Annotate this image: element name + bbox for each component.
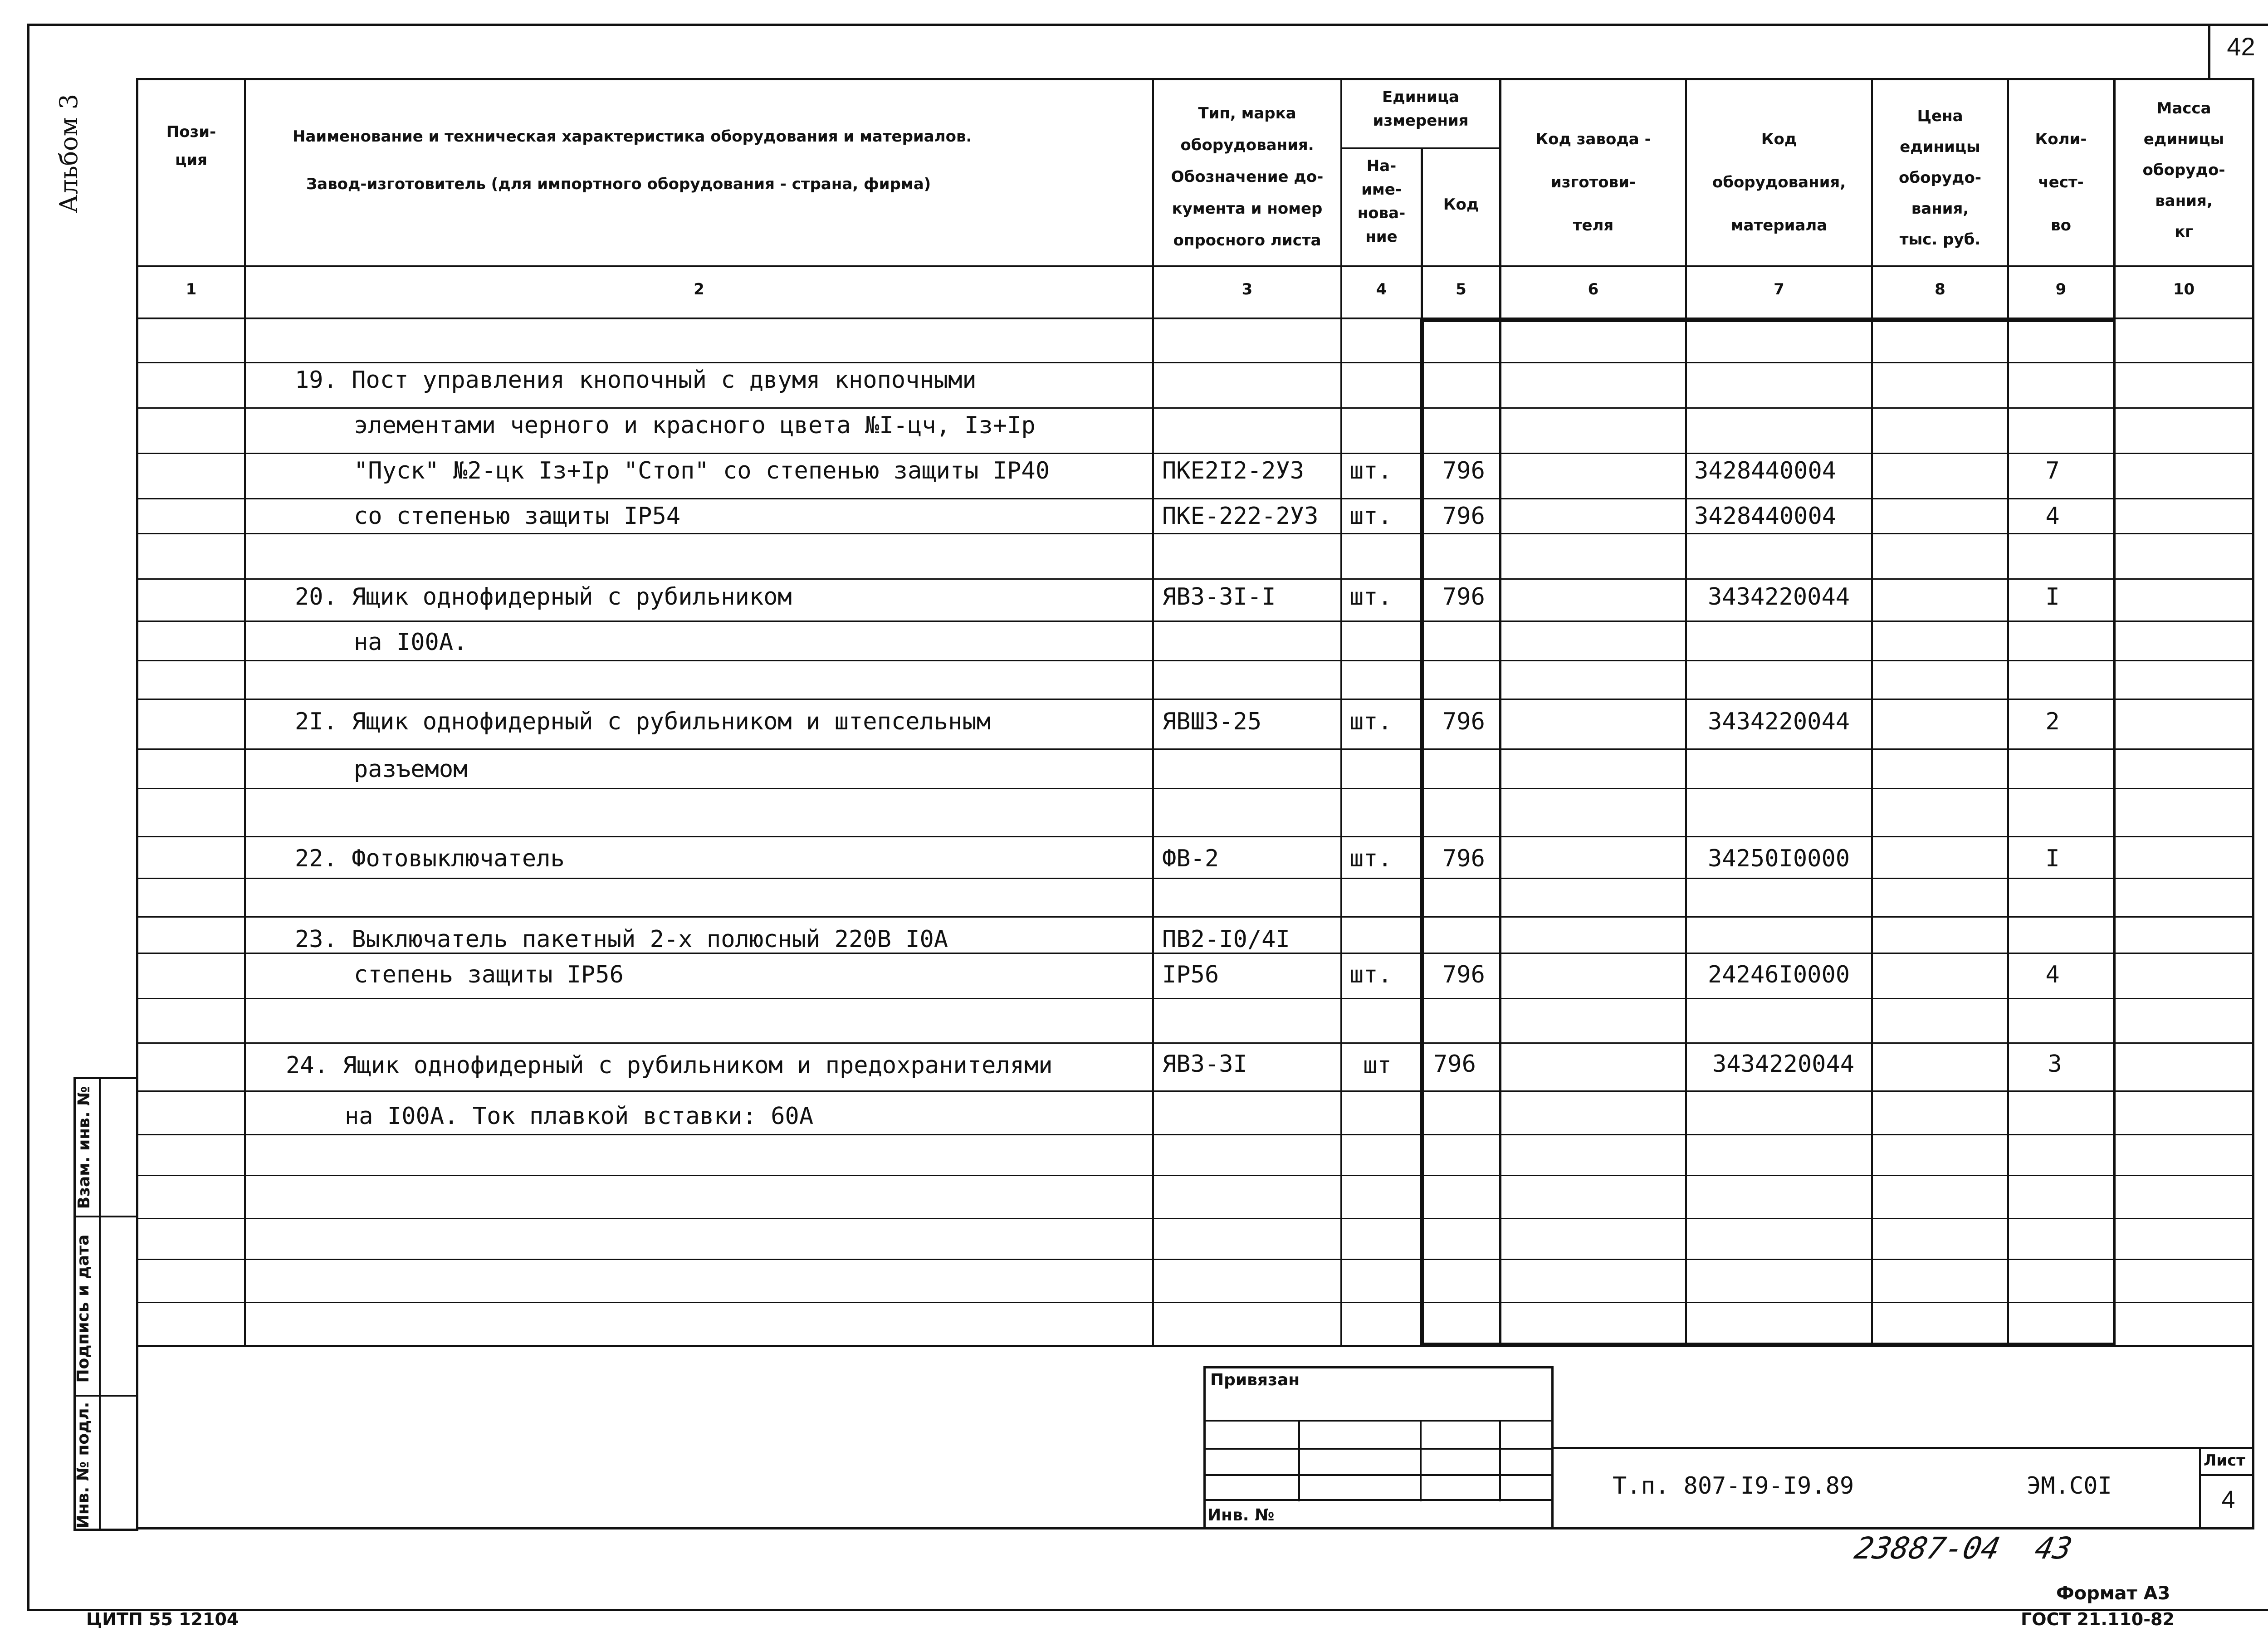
colnum-3: 3 <box>1242 280 1253 298</box>
row-23-name-2: степень защиты IP56 <box>354 961 624 988</box>
row-line <box>136 748 2254 750</box>
row-24-name-1: 24. Ящик однофидерный с рубильником и предохранителями <box>286 1052 1053 1079</box>
inv-no-label: Инв. № <box>1207 1506 1275 1525</box>
bold-box-left <box>1420 319 1424 1347</box>
title-block-bottom <box>136 1527 2254 1529</box>
header-quantity: Коли- чест- во <box>2035 130 2087 235</box>
colnum-2: 2 <box>694 280 704 298</box>
row-20-name-2: на I00А. <box>354 629 468 656</box>
privyazan-h1 <box>1203 1420 1554 1422</box>
header-name-line1: Наименование и техническая характеристика оборудования и материалов. <box>293 127 972 146</box>
row-19-name-2: элементами черного и красного цвета №I-цч, Iз+Iр <box>354 412 1036 439</box>
row-19-name-4: со степенью защиты IP54 <box>354 503 681 530</box>
row-line <box>136 660 2254 661</box>
colnum-10: 10 <box>2173 280 2195 298</box>
row-19-qty-1: 7 <box>2045 457 2060 484</box>
row-19-unit-2: шт. <box>1349 503 1392 530</box>
row-19-name-3: "Пуск" №2-цк Iз+Iр "Стоп" со степенью защиты IP40 <box>354 457 1050 484</box>
sheet-box-divider <box>2199 1474 2254 1476</box>
header-price: Цена единицы оборудо- вания, тыс. руб. <box>1899 107 1981 249</box>
header-mass: Масса единицы оборудо- вания, кг <box>2142 99 2225 241</box>
unit-subheader-line <box>1340 147 1501 149</box>
row-line <box>136 1218 2254 1219</box>
row-24-matcode: 3434220044 <box>1712 1051 1855 1078</box>
privyazan-h2 <box>1203 1448 1554 1450</box>
row-19-name-1: 19. Пост управления кнопочный с двумя кнопочными <box>295 366 977 394</box>
row-line <box>136 1302 2254 1303</box>
colnum-7: 7 <box>1774 280 1784 298</box>
row-line <box>136 1134 2254 1135</box>
sheet-number: 4 <box>2221 1486 2235 1513</box>
colnum-1: 1 <box>186 280 197 298</box>
doc-block-top <box>1554 1447 2254 1449</box>
privyazan-top <box>1203 1366 1554 1368</box>
header-material-code: Код оборудования, материала <box>1712 130 1846 235</box>
privyazan-label: Привязан <box>1210 1371 1300 1389</box>
header-plant-code: Код завода - изготови- теля <box>1535 130 1651 235</box>
row-line <box>136 533 2254 534</box>
row-23-unit: шт. <box>1349 961 1392 988</box>
header-type: Тип, марка оборудования. Обозначение до- кумента и номер опросного листа <box>1171 104 1324 249</box>
row-line <box>136 998 2254 999</box>
row-20-type: ЯВЗ-3I-I <box>1162 583 1276 611</box>
row-23-name-1: 23. Выключатель пакетный 2-х полюсный 220В I0А <box>295 926 948 953</box>
header-unit-name: На- име- нова- ние <box>1357 157 1406 246</box>
row-19-code-2: 796 <box>1442 503 1485 530</box>
row-24-type: ЯВЗ-3I <box>1162 1051 1247 1078</box>
table-top <box>136 78 2254 80</box>
header-position: Пози- ция <box>166 123 216 169</box>
row-22-code: 796 <box>1442 845 1485 872</box>
col-sep-3 <box>1340 78 1342 1347</box>
doc-number: Т.п. 807-I9-I9.89 <box>1613 1472 1854 1500</box>
row-line <box>136 878 2254 879</box>
row-24-code: 796 <box>1433 1051 1476 1078</box>
row-24-name-2: на I00А. Ток плавкой вставки: 60А <box>345 1103 814 1130</box>
corner-box-left <box>2208 26 2210 78</box>
col-sep-8 <box>2007 78 2009 1347</box>
row-19-type-1: ПКЕ2I2-2У3 <box>1162 457 1305 484</box>
side-stamp-mid <box>99 1077 101 1531</box>
row-24-unit: шт <box>1363 1052 1392 1079</box>
privyazan-h4 <box>1203 1499 1554 1501</box>
row-line <box>136 1042 2254 1044</box>
side-stamp-vzam: Взам. инв. № <box>75 1086 93 1209</box>
row-22-name: 22. Фотовыключатель <box>295 845 565 872</box>
outer-frame-left <box>27 24 29 1611</box>
outer-frame-bottom <box>27 1609 2268 1611</box>
row-line <box>136 1175 2254 1176</box>
row-19-code-1: 796 <box>1442 457 1485 484</box>
row-21-matcode: 3434220044 <box>1708 708 1850 735</box>
side-stamp-inv: Инв. № подл. <box>74 1402 93 1529</box>
colnum-5: 5 <box>1456 280 1466 298</box>
colnum-9: 9 <box>2055 280 2067 298</box>
row-22-unit: шт. <box>1349 845 1392 872</box>
row-19-matcode-1: 3428440004 <box>1694 457 1837 484</box>
sheet-label: Лист <box>2204 1451 2245 1470</box>
row-line <box>136 578 2254 580</box>
side-stamp-top <box>73 1077 138 1079</box>
col-sep-7 <box>1871 78 1873 1347</box>
privyazan-v3 <box>1499 1420 1501 1501</box>
row-line <box>136 788 2254 789</box>
row-21-qty: 2 <box>2045 708 2060 735</box>
col-sep-2 <box>1152 78 1154 1347</box>
row-line <box>136 1259 2254 1260</box>
col-sep-6 <box>1685 78 1687 1347</box>
col-sep-1 <box>244 78 246 1347</box>
bold-box-top <box>1421 319 2116 322</box>
privyazan-v2 <box>1420 1420 1422 1501</box>
col-sep-5 <box>1499 78 1501 1347</box>
handwritten-number: 23887-04 43 <box>1851 1531 2076 1566</box>
doc-code: ЭМ.С0I <box>2027 1472 2112 1500</box>
col-sep-9 <box>2113 78 2116 1347</box>
row-22-matcode: 34250I0000 <box>1708 845 1850 872</box>
row-23-code: 796 <box>1442 961 1485 988</box>
header-unit: Единица измерения <box>1373 88 1469 130</box>
row-19-type-2: ПКЕ-222-2У3 <box>1162 503 1319 530</box>
row-line <box>136 836 2254 837</box>
bold-box-bottom <box>1421 1343 2116 1347</box>
row-19-matcode-2: 3428440004 <box>1694 503 1837 530</box>
row-23-type-2: IP56 <box>1162 961 1219 988</box>
row-20-qty: I <box>2045 583 2060 611</box>
row-21-unit: шт. <box>1349 708 1392 735</box>
privyazan-v1 <box>1298 1420 1300 1501</box>
album-label: Альбом 3 <box>54 93 83 213</box>
gost-label: ГОСТ 21.110-82 <box>2021 1609 2175 1629</box>
row-line <box>136 453 2254 454</box>
row-23-type-1: ПВ2-I0/4I <box>1162 926 1290 953</box>
row-24-qty: 3 <box>2048 1051 2062 1078</box>
row-19-qty-2: 4 <box>2045 503 2060 530</box>
row-20-code: 796 <box>1442 583 1485 611</box>
table-right <box>2252 78 2254 1529</box>
row-20-matcode: 3434220044 <box>1708 583 1850 611</box>
colnum-8: 8 <box>1935 280 1945 298</box>
row-21-type: ЯВШЗ-25 <box>1162 708 1262 735</box>
row-21-code: 796 <box>1442 708 1485 735</box>
row-23-matcode: 24246I0000 <box>1708 961 1850 988</box>
row-line <box>136 1090 2254 1092</box>
row-20-name-1: 20. Ящик однофидерный с рубильником <box>295 583 792 611</box>
row-line <box>136 362 2254 363</box>
row-22-qty: I <box>2045 845 2060 872</box>
row-line <box>136 699 2254 700</box>
row-22-type: ФВ-2 <box>1162 845 1219 872</box>
sheet-box-left <box>2199 1447 2201 1529</box>
table-header-bottom <box>136 265 2254 267</box>
row-23-qty: 4 <box>2045 961 2060 988</box>
colnum-4: 4 <box>1376 280 1387 298</box>
sheet-corner-number: 42 <box>2227 32 2255 61</box>
row-21-name-1: 2I. Ящик однофидерный с рубильником и штепсельным <box>295 708 991 735</box>
row-19-unit-1: шт. <box>1349 457 1392 484</box>
outer-frame-top <box>27 24 2268 26</box>
colnum-6: 6 <box>1588 280 1599 298</box>
header-name-line2: Завод-изготовитель (для импортного оборудования - страна, фирма) <box>306 175 931 193</box>
row-line <box>136 621 2254 622</box>
row-line <box>136 916 2254 918</box>
format-label: Формат А3 <box>2056 1583 2170 1604</box>
privyazan-h3 <box>1203 1474 1554 1476</box>
row-20-unit: шт. <box>1349 583 1392 611</box>
bottom-left-code: ЦИТП 55 12104 <box>86 1609 239 1629</box>
row-21-name-2: разъемом <box>354 756 468 783</box>
side-stamp-podpis: Подпись и дата <box>74 1234 93 1383</box>
side-stamp-div1 <box>73 1216 138 1217</box>
row-line <box>136 498 2254 499</box>
header-unit-code: Код <box>1443 195 1479 214</box>
row-line <box>136 407 2254 409</box>
